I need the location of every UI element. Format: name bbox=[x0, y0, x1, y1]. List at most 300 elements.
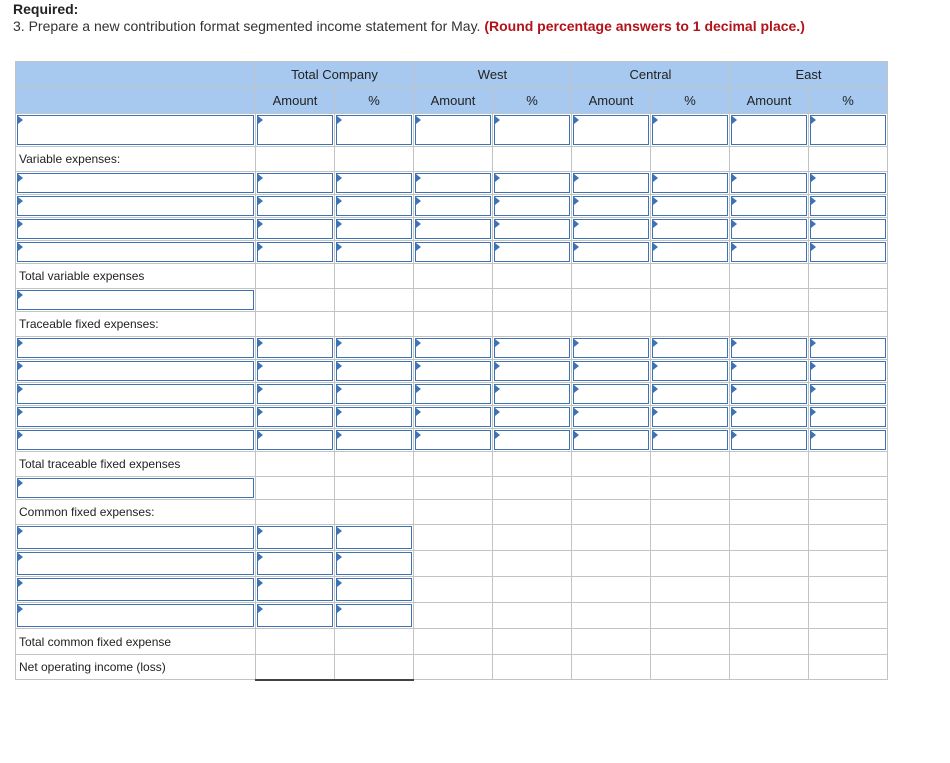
amount-input[interactable] bbox=[414, 195, 493, 218]
amount-input[interactable] bbox=[572, 218, 651, 241]
amount-input[interactable] bbox=[256, 337, 335, 360]
percent-input-box[interactable] bbox=[336, 604, 412, 627]
dropdown-marker-icon bbox=[732, 174, 737, 182]
amount-input[interactable] bbox=[730, 406, 809, 429]
subtotal-label-input[interactable] bbox=[16, 289, 256, 312]
percent-input[interactable] bbox=[493, 218, 572, 241]
amount-input-box[interactable] bbox=[573, 219, 649, 239]
percent-input-box[interactable] bbox=[336, 526, 412, 549]
blank-cell bbox=[730, 525, 809, 551]
amount-input-box[interactable] bbox=[257, 552, 333, 575]
amount-input-box[interactable] bbox=[731, 407, 807, 427]
blank-cell bbox=[335, 289, 414, 312]
percent-input[interactable] bbox=[493, 172, 572, 195]
net-operating-income-row bbox=[16, 655, 888, 680]
dropdown-marker-icon bbox=[495, 197, 500, 205]
percent-input-box[interactable] bbox=[652, 430, 728, 450]
amount-input[interactable] bbox=[256, 195, 335, 218]
percent-input[interactable] bbox=[493, 406, 572, 429]
percent-input[interactable] bbox=[335, 429, 414, 452]
percent-input-box[interactable] bbox=[494, 384, 570, 404]
common-expense-label-input[interactable] bbox=[16, 525, 256, 551]
dropdown-marker-icon bbox=[574, 385, 579, 393]
blank-cell bbox=[414, 603, 493, 629]
amount-input-box[interactable] bbox=[257, 604, 333, 627]
percent-input[interactable] bbox=[651, 383, 730, 406]
amount-input-box[interactable] bbox=[415, 407, 491, 427]
line-item-label-input-box[interactable] bbox=[17, 115, 254, 145]
amount-input-box[interactable] bbox=[257, 361, 333, 381]
blank-cell bbox=[572, 289, 651, 312]
percent-input[interactable] bbox=[809, 360, 888, 383]
subtotal-label-input-box[interactable] bbox=[17, 478, 254, 498]
blank-cell bbox=[256, 655, 335, 680]
blank-cell bbox=[493, 603, 572, 629]
percent-input[interactable] bbox=[809, 172, 888, 195]
traceable-fixed-heading-label: Traceable fixed expenses: bbox=[16, 312, 256, 337]
blank-cell bbox=[651, 289, 730, 312]
amount-input[interactable] bbox=[414, 337, 493, 360]
blank-cell bbox=[572, 452, 651, 477]
percent-input-box[interactable] bbox=[336, 242, 412, 262]
percent-input[interactable] bbox=[493, 114, 572, 147]
dropdown-marker-icon bbox=[811, 362, 816, 370]
percent-input[interactable] bbox=[335, 218, 414, 241]
amount-input-box[interactable] bbox=[415, 242, 491, 262]
amount-input-box[interactable] bbox=[257, 219, 333, 239]
amount-input[interactable] bbox=[256, 360, 335, 383]
dropdown-marker-icon bbox=[258, 174, 263, 182]
amount-input-box[interactable] bbox=[573, 384, 649, 404]
blank-cell bbox=[493, 577, 572, 603]
percent-input-box[interactable] bbox=[494, 338, 570, 358]
amount-input[interactable] bbox=[572, 429, 651, 452]
amount-input[interactable] bbox=[256, 218, 335, 241]
dropdown-marker-icon bbox=[732, 362, 737, 370]
amount-input-box[interactable] bbox=[415, 196, 491, 216]
column-amount: Amount bbox=[414, 88, 493, 114]
segmented-income-statement bbox=[15, 61, 888, 681]
dropdown-marker-icon bbox=[416, 220, 421, 228]
blank-cell bbox=[809, 525, 888, 551]
percent-input-box[interactable] bbox=[336, 338, 412, 358]
dropdown-marker-icon bbox=[18, 197, 23, 205]
blank-cell bbox=[493, 655, 572, 680]
dropdown-marker-icon bbox=[495, 339, 500, 347]
blank-cell bbox=[335, 629, 414, 655]
percent-input[interactable] bbox=[335, 551, 414, 577]
amount-input[interactable] bbox=[730, 218, 809, 241]
percent-input-box[interactable] bbox=[652, 384, 728, 404]
dropdown-marker-icon bbox=[18, 174, 23, 182]
blank-cell bbox=[651, 452, 730, 477]
percent-input-box[interactable] bbox=[336, 196, 412, 216]
dropdown-marker-icon bbox=[416, 408, 421, 416]
percent-input-box[interactable] bbox=[494, 407, 570, 427]
percent-input[interactable] bbox=[335, 195, 414, 218]
blank-cell bbox=[730, 147, 809, 172]
amount-input[interactable] bbox=[414, 241, 493, 264]
percent-input[interactable] bbox=[809, 337, 888, 360]
percent-input-box[interactable] bbox=[652, 115, 728, 145]
dropdown-marker-icon bbox=[495, 116, 500, 124]
dropdown-marker-icon bbox=[258, 553, 263, 561]
dropdown-marker-icon bbox=[574, 174, 579, 182]
percent-input-box[interactable] bbox=[336, 173, 412, 193]
amount-input[interactable] bbox=[572, 114, 651, 147]
blank-cell bbox=[572, 500, 651, 525]
line-item-label-input[interactable] bbox=[16, 360, 256, 383]
percent-input[interactable] bbox=[493, 383, 572, 406]
amount-input-box[interactable] bbox=[415, 384, 491, 404]
blank-cell bbox=[651, 551, 730, 577]
blank-cell bbox=[809, 551, 888, 577]
amount-input-box[interactable] bbox=[257, 196, 333, 216]
common-expense-label-input[interactable] bbox=[16, 577, 256, 603]
dropdown-marker-icon bbox=[18, 385, 23, 393]
blank-cell bbox=[335, 500, 414, 525]
line-item-label-input-box[interactable] bbox=[17, 196, 254, 216]
percent-input-box[interactable] bbox=[810, 361, 886, 381]
percent-input-box[interactable] bbox=[336, 361, 412, 381]
percent-input[interactable] bbox=[651, 218, 730, 241]
blank-cell bbox=[414, 289, 493, 312]
percent-input[interactable] bbox=[809, 114, 888, 147]
line-item-label-input[interactable] bbox=[16, 429, 256, 452]
percent-input[interactable] bbox=[335, 360, 414, 383]
percent-input[interactable] bbox=[493, 429, 572, 452]
percent-input[interactable] bbox=[809, 218, 888, 241]
line-item-label-input[interactable] bbox=[16, 172, 256, 195]
percent-input-box[interactable] bbox=[494, 219, 570, 239]
percent-input-box[interactable] bbox=[652, 173, 728, 193]
amount-input-box[interactable] bbox=[731, 242, 807, 262]
dropdown-marker-icon bbox=[337, 431, 342, 439]
line-item-label-input-box[interactable] bbox=[17, 219, 254, 239]
dropdown-marker-icon bbox=[258, 605, 263, 613]
blank-cell bbox=[730, 289, 809, 312]
amount-input[interactable] bbox=[414, 114, 493, 147]
amount-input[interactable] bbox=[414, 218, 493, 241]
percent-input[interactable] bbox=[651, 195, 730, 218]
percent-input-box[interactable] bbox=[810, 430, 886, 450]
percent-input[interactable] bbox=[651, 241, 730, 264]
amount-input-box[interactable] bbox=[257, 430, 333, 450]
common-expense-label-input-box[interactable] bbox=[17, 604, 254, 627]
amount-input[interactable] bbox=[414, 360, 493, 383]
amount-input-box[interactable] bbox=[731, 219, 807, 239]
percent-input-box[interactable] bbox=[652, 361, 728, 381]
blank-cell bbox=[572, 603, 651, 629]
percent-input[interactable] bbox=[809, 429, 888, 452]
percent-input-box[interactable] bbox=[652, 407, 728, 427]
percent-input[interactable] bbox=[809, 241, 888, 264]
percent-input[interactable] bbox=[651, 360, 730, 383]
blank-cell bbox=[335, 312, 414, 337]
amount-input-box[interactable] bbox=[257, 384, 333, 404]
dropdown-marker-icon bbox=[653, 385, 658, 393]
amount-input-box[interactable] bbox=[415, 219, 491, 239]
percent-input-box[interactable] bbox=[810, 219, 886, 239]
subtotal-label-input[interactable] bbox=[16, 477, 256, 500]
amount-input-box[interactable] bbox=[731, 115, 807, 145]
dropdown-marker-icon bbox=[495, 220, 500, 228]
percent-input-box[interactable] bbox=[810, 173, 886, 193]
line-item-label-input-box[interactable] bbox=[17, 430, 254, 450]
amount-input[interactable] bbox=[730, 383, 809, 406]
amount-input[interactable] bbox=[572, 383, 651, 406]
blank-cell bbox=[256, 477, 335, 500]
rounding-hint: (Round percentage answers to 1 decimal place.) bbox=[484, 18, 805, 34]
amount-input-box[interactable] bbox=[257, 407, 333, 427]
amount-input[interactable] bbox=[730, 195, 809, 218]
amount-input-box[interactable] bbox=[257, 242, 333, 262]
amount-input-box[interactable] bbox=[257, 173, 333, 193]
percent-input[interactable] bbox=[335, 603, 414, 629]
blank-cell bbox=[651, 500, 730, 525]
common-expense-label-input-box[interactable] bbox=[17, 578, 254, 601]
percent-input-box[interactable] bbox=[652, 219, 728, 239]
percent-input[interactable] bbox=[335, 172, 414, 195]
percent-input-box[interactable] bbox=[494, 115, 570, 145]
header-row-segments bbox=[16, 62, 888, 88]
percent-input-box[interactable] bbox=[652, 338, 728, 358]
amount-input-box[interactable] bbox=[573, 361, 649, 381]
line-item-label-input-box[interactable] bbox=[17, 242, 254, 262]
percent-input[interactable] bbox=[335, 241, 414, 264]
segment-west: West bbox=[414, 62, 572, 88]
blank-cell bbox=[730, 500, 809, 525]
percent-input-box[interactable] bbox=[810, 338, 886, 358]
amount-input[interactable] bbox=[730, 241, 809, 264]
line-item-label-input[interactable] bbox=[16, 383, 256, 406]
percent-input[interactable] bbox=[493, 241, 572, 264]
amount-input-box[interactable] bbox=[573, 196, 649, 216]
percent-input[interactable] bbox=[335, 525, 414, 551]
amount-input-box[interactable] bbox=[731, 196, 807, 216]
percent-input-box[interactable] bbox=[336, 384, 412, 404]
dropdown-marker-icon bbox=[653, 174, 658, 182]
percent-input[interactable] bbox=[651, 406, 730, 429]
dropdown-marker-icon bbox=[732, 220, 737, 228]
amount-input[interactable] bbox=[572, 241, 651, 264]
dropdown-marker-icon bbox=[574, 339, 579, 347]
amount-input-box[interactable] bbox=[731, 338, 807, 358]
dropdown-marker-icon bbox=[653, 116, 658, 124]
amount-input-box[interactable] bbox=[573, 407, 649, 427]
percent-input-box[interactable] bbox=[810, 407, 886, 427]
percent-input[interactable] bbox=[335, 406, 414, 429]
line-item-label-input[interactable] bbox=[16, 218, 256, 241]
dropdown-marker-icon bbox=[811, 385, 816, 393]
amount-input-box[interactable] bbox=[257, 578, 333, 601]
percent-input-box[interactable] bbox=[494, 173, 570, 193]
subtotal-label-input-box[interactable] bbox=[17, 290, 254, 310]
percent-input[interactable] bbox=[651, 337, 730, 360]
blank-cell bbox=[256, 452, 335, 477]
total-variable-expenses-row-label: Total variable expenses bbox=[16, 264, 256, 289]
amount-input[interactable] bbox=[256, 114, 335, 147]
percent-input-box[interactable] bbox=[494, 361, 570, 381]
amount-input-box[interactable] bbox=[415, 115, 491, 145]
blank-cell bbox=[651, 147, 730, 172]
amount-input-box[interactable] bbox=[415, 430, 491, 450]
blank-cell bbox=[809, 655, 888, 680]
percent-input-box[interactable] bbox=[336, 578, 412, 601]
common-expense-label-input[interactable] bbox=[16, 603, 256, 629]
percent-input[interactable] bbox=[809, 195, 888, 218]
traceable-fixed-row bbox=[16, 360, 888, 383]
amount-input[interactable] bbox=[256, 406, 335, 429]
amount-input[interactable] bbox=[730, 360, 809, 383]
dropdown-marker-icon bbox=[732, 243, 737, 251]
amount-input[interactable] bbox=[414, 406, 493, 429]
amount-input-box[interactable] bbox=[573, 242, 649, 262]
amount-input[interactable] bbox=[414, 172, 493, 195]
column-percent: % bbox=[335, 88, 414, 114]
amount-input[interactable] bbox=[256, 577, 335, 603]
line-item-label-input-box[interactable] bbox=[17, 338, 254, 358]
line-item-label-input-box[interactable] bbox=[17, 407, 254, 427]
amount-input[interactable] bbox=[572, 406, 651, 429]
percent-input[interactable] bbox=[651, 429, 730, 452]
percent-input-box[interactable] bbox=[810, 196, 886, 216]
dropdown-marker-icon bbox=[18, 527, 23, 535]
percent-input-box[interactable] bbox=[494, 196, 570, 216]
dropdown-marker-icon bbox=[732, 339, 737, 347]
dropdown-marker-icon bbox=[416, 339, 421, 347]
dropdown-marker-icon bbox=[811, 339, 816, 347]
blank-cell bbox=[651, 312, 730, 337]
blank-cell bbox=[809, 629, 888, 655]
percent-input[interactable] bbox=[809, 383, 888, 406]
line-item-label-input[interactable] bbox=[16, 241, 256, 264]
dropdown-marker-icon bbox=[574, 362, 579, 370]
common-fixed-heading bbox=[16, 500, 888, 525]
amount-input-box[interactable] bbox=[731, 430, 807, 450]
amount-input-box[interactable] bbox=[257, 338, 333, 358]
dropdown-marker-icon bbox=[18, 362, 23, 370]
percent-input[interactable] bbox=[493, 360, 572, 383]
blank-cell bbox=[572, 312, 651, 337]
percent-input-box[interactable] bbox=[652, 196, 728, 216]
line-item-label-input-box[interactable] bbox=[17, 361, 254, 381]
column-percent: % bbox=[651, 88, 730, 114]
amount-input[interactable] bbox=[572, 360, 651, 383]
blank-cell bbox=[572, 264, 651, 289]
percent-input[interactable] bbox=[493, 337, 572, 360]
blank-cell bbox=[414, 452, 493, 477]
line-item-label-input[interactable] bbox=[16, 337, 256, 360]
blank-cell bbox=[651, 603, 730, 629]
percent-input[interactable] bbox=[809, 406, 888, 429]
line-item-label-input-box[interactable] bbox=[17, 173, 254, 193]
dropdown-marker-icon bbox=[18, 579, 23, 587]
amount-input[interactable] bbox=[256, 603, 335, 629]
variable-expenses-heading-label: Variable expenses: bbox=[16, 147, 256, 172]
line-item-label-input-box[interactable] bbox=[17, 384, 254, 404]
percent-input-box[interactable] bbox=[494, 242, 570, 262]
amount-input[interactable] bbox=[256, 525, 335, 551]
dropdown-marker-icon bbox=[574, 243, 579, 251]
total-traceable-fixed-row bbox=[16, 452, 888, 477]
percent-input-box[interactable] bbox=[810, 242, 886, 262]
percent-input[interactable] bbox=[335, 383, 414, 406]
percent-input[interactable] bbox=[335, 114, 414, 147]
amount-input-box[interactable] bbox=[573, 430, 649, 450]
amount-input-box[interactable] bbox=[573, 173, 649, 193]
amount-input[interactable] bbox=[572, 172, 651, 195]
amount-input-box[interactable] bbox=[731, 384, 807, 404]
line-item-label-input[interactable] bbox=[16, 195, 256, 218]
blank-cell bbox=[651, 264, 730, 289]
percent-input[interactable] bbox=[335, 337, 414, 360]
blank-cell bbox=[730, 452, 809, 477]
blank-cell bbox=[414, 477, 493, 500]
amount-input[interactable] bbox=[256, 429, 335, 452]
amount-input-box[interactable] bbox=[257, 115, 333, 145]
header-row-columns bbox=[16, 88, 888, 114]
amount-input[interactable] bbox=[730, 429, 809, 452]
percent-input-box[interactable] bbox=[810, 384, 886, 404]
percent-input-box[interactable] bbox=[336, 115, 412, 145]
amount-input[interactable] bbox=[256, 383, 335, 406]
amount-input[interactable] bbox=[256, 241, 335, 264]
amount-input[interactable] bbox=[256, 172, 335, 195]
common-expense-label-input[interactable] bbox=[16, 551, 256, 577]
dropdown-marker-icon bbox=[653, 431, 658, 439]
percent-input-box[interactable] bbox=[810, 115, 886, 145]
percent-input-box[interactable] bbox=[494, 430, 570, 450]
percent-input-box[interactable] bbox=[336, 219, 412, 239]
percent-input-box[interactable] bbox=[336, 407, 412, 427]
percent-input[interactable] bbox=[651, 172, 730, 195]
common-expense-label-input-box[interactable] bbox=[17, 552, 254, 575]
amount-input-box[interactable] bbox=[415, 361, 491, 381]
blank-cell bbox=[493, 312, 572, 337]
dropdown-marker-icon bbox=[811, 243, 816, 251]
amount-input[interactable] bbox=[730, 337, 809, 360]
amount-input-box[interactable] bbox=[573, 338, 649, 358]
percent-input-box[interactable] bbox=[652, 242, 728, 262]
amount-input[interactable] bbox=[572, 337, 651, 360]
column-percent: % bbox=[493, 88, 572, 114]
amount-input-box[interactable] bbox=[415, 338, 491, 358]
amount-input[interactable] bbox=[572, 195, 651, 218]
amount-input[interactable] bbox=[414, 383, 493, 406]
amount-input[interactable] bbox=[730, 172, 809, 195]
line-item-label-input[interactable] bbox=[16, 406, 256, 429]
percent-input-box[interactable] bbox=[336, 552, 412, 575]
percent-input[interactable] bbox=[493, 195, 572, 218]
common-expense-label-input-box[interactable] bbox=[17, 526, 254, 549]
amount-input[interactable] bbox=[256, 551, 335, 577]
dropdown-marker-icon bbox=[416, 385, 421, 393]
amount-input-box[interactable] bbox=[573, 115, 649, 145]
dropdown-marker-icon bbox=[811, 431, 816, 439]
amount-input-box[interactable] bbox=[731, 361, 807, 381]
amount-input[interactable] bbox=[414, 429, 493, 452]
blank-cell bbox=[651, 525, 730, 551]
amount-input-box[interactable] bbox=[415, 173, 491, 193]
percent-input[interactable] bbox=[651, 114, 730, 147]
amount-input-box[interactable] bbox=[731, 173, 807, 193]
amount-input-box[interactable] bbox=[257, 526, 333, 549]
percent-input[interactable] bbox=[335, 577, 414, 603]
amount-input[interactable] bbox=[730, 114, 809, 147]
percent-input-box[interactable] bbox=[336, 430, 412, 450]
line-item-label-input[interactable] bbox=[16, 114, 256, 147]
